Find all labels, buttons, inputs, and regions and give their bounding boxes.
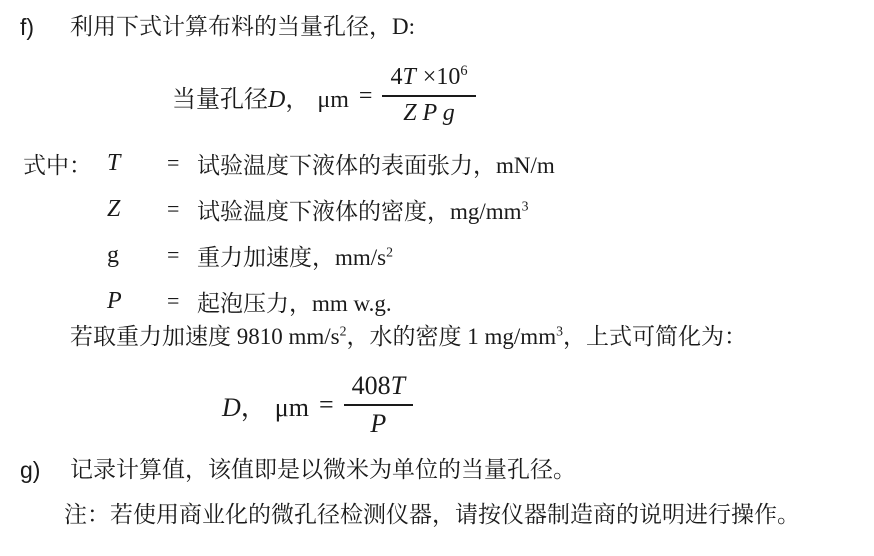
instrument-note bbox=[64, 500, 800, 530]
list-item-f-text: 利用下式计算布料的当量孔径，D: bbox=[70, 14, 415, 39]
equation-unit-um: μm bbox=[317, 86, 349, 113]
equals-sign: = bbox=[167, 288, 180, 313]
equals-sign: = bbox=[167, 242, 180, 267]
equation-main-lhs bbox=[172, 79, 349, 114]
definition-g-desc: 重力加速度， bbox=[197, 244, 335, 270]
fraction-main-denominator: Z P g bbox=[382, 95, 475, 128]
definition-Z-unit-exp: 3 bbox=[521, 197, 529, 213]
numerator-var-T: T bbox=[402, 64, 416, 91]
definition-T-desc: 试验温度下液体的表面张力， bbox=[197, 152, 496, 178]
symbol-T: T bbox=[107, 149, 121, 176]
numerator-var-T: T bbox=[390, 371, 406, 401]
equals-sign: = bbox=[167, 150, 180, 175]
equation-main bbox=[172, 56, 476, 136]
simplify-exp1: 2 bbox=[339, 323, 347, 339]
equation-unit-um: μm bbox=[274, 392, 309, 422]
definitions-label: 式中： bbox=[23, 152, 92, 178]
instrument-note-text: 注：若使用商业化的微孔径检测仪器，请按仪器制造商的说明进行操作。 bbox=[64, 502, 800, 527]
numerator-times-ten: ×10 bbox=[422, 64, 461, 91]
symbol-g: g bbox=[107, 241, 119, 268]
symbol-Z: Z bbox=[107, 195, 121, 222]
list-item-g bbox=[20, 455, 576, 485]
numerator-exponent: 6 bbox=[460, 63, 468, 80]
simplify-part1: 若取重力加速度 9810 mm/s bbox=[70, 324, 340, 349]
definition-g-unit: mm/s bbox=[335, 244, 387, 270]
list-marker-f: f) bbox=[20, 14, 35, 40]
definition-T-unit: mN/m bbox=[496, 152, 555, 178]
simplify-part2: ，水的密度 1 mg/mm bbox=[346, 324, 557, 349]
symbol-P: P bbox=[107, 287, 122, 314]
definition-row-T bbox=[23, 140, 555, 186]
definition-T-text bbox=[197, 147, 555, 180]
numerator-coefficient: 408 bbox=[351, 371, 391, 401]
definition-row-Z bbox=[23, 186, 555, 232]
symbol-definitions bbox=[23, 140, 555, 324]
equation-comma: ， bbox=[240, 392, 267, 422]
fraction-main bbox=[382, 64, 475, 127]
equation-simplified bbox=[222, 366, 413, 444]
definition-Z-text bbox=[197, 193, 528, 226]
fraction-simplified-numerator bbox=[344, 371, 413, 404]
fraction-main-numerator bbox=[382, 64, 475, 95]
list-item-g-text: 记录计算值，该值即是以微米为单位的当量孔径。 bbox=[70, 457, 576, 482]
simplify-exp2: 3 bbox=[556, 323, 563, 339]
fraction-simplified bbox=[344, 371, 413, 439]
definition-g-unit-exp: 2 bbox=[386, 243, 394, 259]
equation-simplified-lhs bbox=[222, 387, 309, 424]
simplify-part3: ，上式可简化为： bbox=[563, 324, 747, 349]
simplification-note bbox=[70, 322, 747, 352]
definition-P-desc: 起泡压力， bbox=[197, 290, 312, 316]
definition-row-g bbox=[23, 232, 555, 278]
numerator-coefficient: 4 bbox=[390, 64, 403, 91]
equation-var-D: D bbox=[268, 86, 286, 113]
definition-P-unit: mm w.g. bbox=[312, 290, 392, 316]
equation-var-D: D bbox=[222, 392, 241, 422]
definition-Z-desc: 试验温度下液体的密度， bbox=[197, 198, 450, 224]
equation-comma: ， bbox=[285, 86, 310, 113]
definition-g-text bbox=[197, 239, 393, 272]
fraction-simplified-denominator: P bbox=[344, 404, 413, 439]
equals-sign: = bbox=[318, 390, 334, 419]
list-marker-g: g) bbox=[20, 457, 41, 483]
equals-sign: = bbox=[358, 82, 373, 109]
list-item-f bbox=[20, 12, 415, 42]
equals-sign: = bbox=[167, 196, 180, 221]
definition-P-text bbox=[197, 285, 392, 318]
definition-Z-unit: mg/mm bbox=[450, 198, 522, 224]
equation-lead-text: 当量孔径 bbox=[172, 86, 268, 113]
definition-row-P bbox=[23, 278, 555, 324]
